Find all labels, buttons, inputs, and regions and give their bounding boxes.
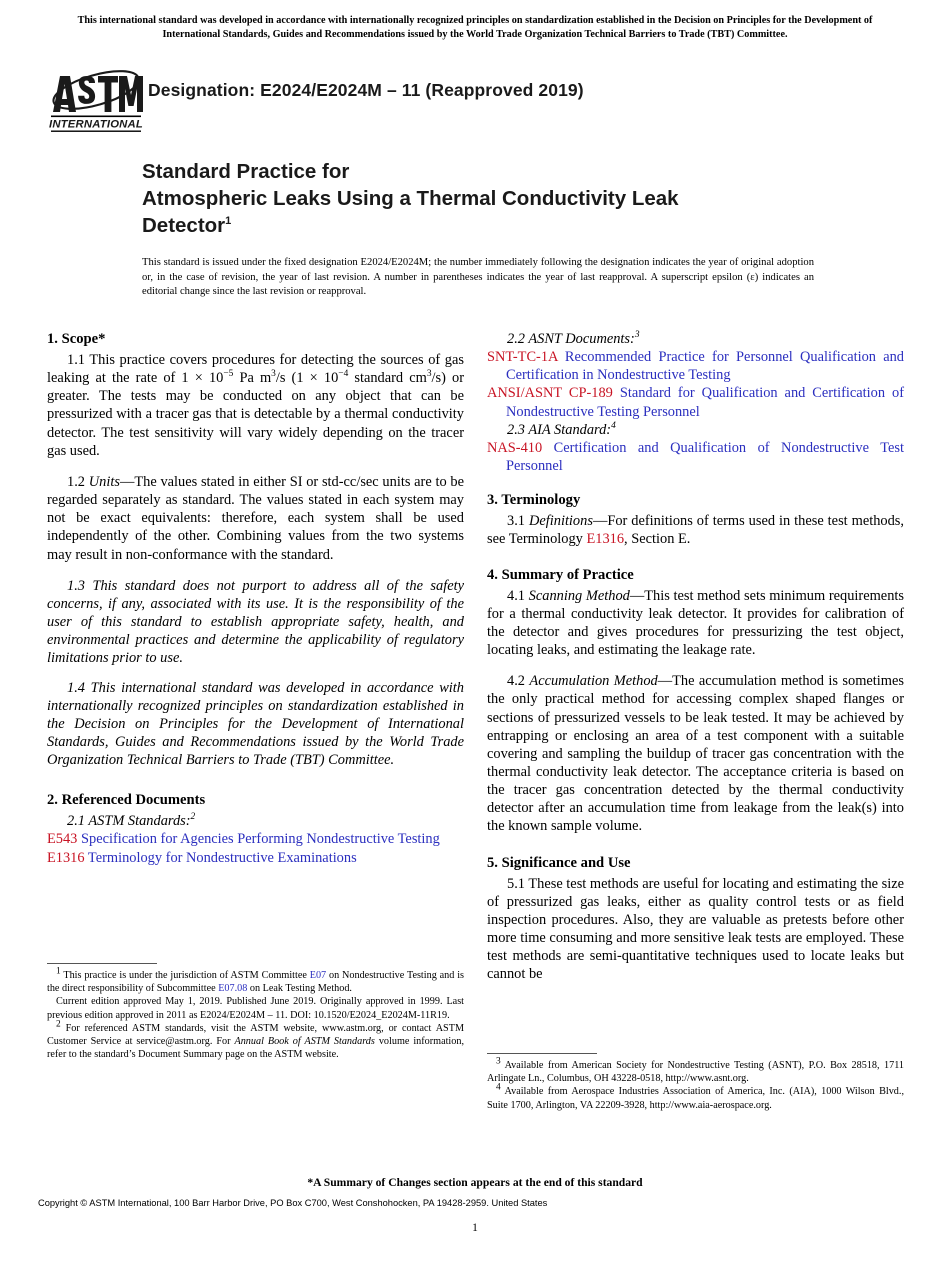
committee-link-e07[interactable]: E07 xyxy=(309,970,327,981)
title-line-2: Atmospheric Leaks Using a Thermal Conductivity Leak xyxy=(142,187,679,210)
para-text: —The accumulation method is sometimes the only practical method for accessing complex shaped flanges or sections of pressurized vessels to be leak tested. It may be achieved by entrapping or enclosing an area of a test component with a suitable covering and sampling the buildup of tracer gas concentration with the thermal conductivity leak detector. The acceptance criteria is based on the tracer gas concentration detected by the thermal conductivity detector after an accumulation time from leakage from the leak(s) into the known sample volume. xyxy=(487,673,904,835)
subheading-astm-standards xyxy=(47,812,464,830)
footnote-text-c: on Leak Testing Method. xyxy=(247,983,352,995)
summary-of-changes-note: *A Summary of Changes section appears at the end of this standard xyxy=(307,1176,643,1189)
footnotes-right xyxy=(487,1053,904,1112)
para-text-a: This practice covers procedures for detecting the sources of gas leaking at the rate of 1 × 10 xyxy=(47,352,464,387)
wto-banner xyxy=(54,14,896,41)
subhead-footnote-marker: 3 xyxy=(634,330,640,341)
footnote-marker: 1 xyxy=(56,966,61,977)
para-text: —This test method sets minimum requirements for a thermal conductivity leak detector. It provides for calibration of the detector and gives procedures for pressurizing the test object, locating leaks, and estimating the leakage rate. xyxy=(487,587,904,659)
subhead-footnote-marker: 4 xyxy=(611,420,616,431)
section-heading-terminology: 3. Terminology xyxy=(487,492,581,509)
subhead-label: ASTM Standards: xyxy=(88,813,191,830)
exp-minus5: −5 xyxy=(223,369,234,380)
reference-id[interactable]: E1316 xyxy=(47,849,85,866)
footnote-text-b: volume information, refer to the standard’s Document Summary page on the ASTM website. xyxy=(47,1036,464,1061)
subhead-footnote-marker: 2 xyxy=(190,812,196,823)
subheading-aia-standard xyxy=(487,421,904,439)
wto-banner-line2: Development of International Standards, Guides and Recommendations issued by the World Trade Organization Technical Barriers to Trade (TBT) Committee. xyxy=(162,15,873,40)
section-heading-referenced-documents: 2. Referenced Documents xyxy=(47,792,206,809)
paragraph-1-2 xyxy=(47,473,464,564)
footnote-marker: 3 xyxy=(496,1056,501,1067)
reference-title[interactable]: Standard for Qualification and Certification of Nondestructive Testing Personnel xyxy=(506,385,904,420)
subheading-asnt-documents xyxy=(487,330,904,348)
copyright-line: Copyright © ASTM International, 100 Barr Harbor Drive, PO Box C700, West Conshohocken, PA 19428-2959. United States xyxy=(38,1198,548,1208)
footnote-marker: 2 xyxy=(56,1019,61,1030)
reference-item-e1316[interactable] xyxy=(47,849,464,867)
footnotes-left xyxy=(47,963,464,1061)
paragraph-1-3 xyxy=(47,577,464,668)
footnote-text: Available from Aerospace Industries Association of America, Inc. (AIA), 1000 Wilson Blvd., Suite 1700, Arlington, VA 22209-3928, http://www.aia-aerospace.org. xyxy=(487,1086,904,1111)
reference-title[interactable]: Terminology for Nondestructive Examinations xyxy=(87,849,357,866)
subhead-number: 2.3 xyxy=(507,421,525,438)
paragraph-1-1 xyxy=(47,351,464,460)
reference-id[interactable]: ANSI/ASNT CP-189 xyxy=(487,385,613,402)
paragraph-4-1 xyxy=(487,587,904,660)
para-term: Definitions xyxy=(528,513,593,530)
reference-item-e543[interactable] xyxy=(47,830,464,848)
exp-3a: 3 xyxy=(271,369,276,380)
designation-line: Designation: E2024/E2024M – 11 (Reapproved 2019) xyxy=(148,80,584,100)
title-line-1: Standard Practice for xyxy=(142,160,350,183)
footnote-3 xyxy=(487,1056,905,1085)
para-term: Accumulation Method xyxy=(529,673,658,690)
exp-3b: 3 xyxy=(426,369,432,380)
section-heading-significance-and-use: 5. Significance and Use xyxy=(487,854,631,871)
page-number: 1 xyxy=(472,1222,478,1234)
para-text-e: /s) or greater. The tests may be conducted on any object that can be pressurized with a tracer gas that is detectable by a thermal conductivity detector. The test sensitivity will vary widely depending on the tracer gas used. xyxy=(47,370,465,459)
subhead-label: AIA Standard: xyxy=(528,421,612,438)
reference-title[interactable]: Specification for Agencies Performing Nondestructive Testing xyxy=(81,831,440,848)
reference-item-snt-tc-1a[interactable] xyxy=(487,348,904,384)
footnote-text-a: For referenced ASTM standards, visit the ASTM website, www.astm.org, or contact ASTM Customer Service at service@astm.org. For xyxy=(47,1022,464,1048)
svg-text:INTERNATIONAL: INTERNATIONAL xyxy=(48,118,144,131)
title-footnote-marker: 1 xyxy=(225,215,232,228)
paragraph-4-2 xyxy=(487,672,904,835)
footnote-separator-rule xyxy=(47,963,157,964)
section-heading-summary-of-practice: 4. Summary of Practice xyxy=(487,566,634,583)
para-text-b: Pa m xyxy=(233,370,272,387)
astm-logo-icon xyxy=(48,62,144,134)
subhead-label: ASNT Documents: xyxy=(528,331,635,347)
para-number: 4.1 xyxy=(507,587,525,604)
para-number: 1.4 xyxy=(67,679,85,696)
footnote-4 xyxy=(487,1085,904,1111)
para-number: 4.2 xyxy=(507,673,525,690)
footnote-2 xyxy=(47,1019,464,1062)
para-number: 5.1 xyxy=(507,875,525,892)
para-number: 1.2 xyxy=(67,473,85,490)
reference-title[interactable]: Recommended Practice for Personnel Qualification and Certification in Nondestructive Testing xyxy=(506,349,904,384)
para-text: This standard does not purport to address all of the safety concerns, if any, associated with its use. It is the responsibility of the user of this standard to establish appropriate safety, health, and environmental practices and determine the applicability of regulatory limitations prior to use. xyxy=(47,577,464,667)
issuance-note: This standard is issued under the fixed designation E2024/E2024M; the number immediately following the designation indicates the year of original adoption or, in the case of revision, the year of last revision. A number in parentheses indicates the year of last reapproval. A superscript epsilon (ε) indicates an editorial change since the last revision or reapproval. xyxy=(142,257,814,298)
footnote-marker: 4 xyxy=(496,1083,501,1094)
footnote-text-a: This practice is under the jurisdiction of ASTM Committee xyxy=(63,970,310,981)
exp-minus4: −4 xyxy=(338,369,349,380)
footnote-text-b: on Nondestructive Testing and is the direct responsibility of Subcommittee xyxy=(47,970,464,995)
subhead-number: 2.2 xyxy=(507,331,525,347)
reference-link-e1316[interactable]: E1316 xyxy=(586,531,625,548)
footnote-italic-title: Annual Book of ASTM Standards xyxy=(234,1036,375,1048)
title-line-3 xyxy=(142,212,842,239)
paragraph-5-1 xyxy=(487,875,904,984)
footnote-1 xyxy=(47,966,464,995)
reference-item-ansi-asnt-cp-189[interactable] xyxy=(487,384,904,420)
subcommittee-link-e0708[interactable]: E07.08 xyxy=(218,983,248,995)
document-header xyxy=(48,62,898,142)
footnote-separator-rule xyxy=(487,1053,597,1054)
reference-id[interactable]: SNT-TC-1A xyxy=(487,349,558,366)
para-term: Scanning Method xyxy=(528,587,630,604)
right-column xyxy=(487,330,904,984)
para-text-d: standard cm xyxy=(348,370,427,387)
reference-id[interactable]: NAS-410 xyxy=(487,439,543,456)
title-line-3-text: Detector xyxy=(142,214,226,237)
reference-item-nas-410[interactable] xyxy=(487,439,904,475)
para-number: 1.3 xyxy=(67,577,85,594)
section-heading-scope: 1. Scope* xyxy=(47,331,106,347)
para-text-a: —For definitions of terms used in these test methods, see Terminology xyxy=(487,513,904,548)
subhead-number: 2.1 xyxy=(67,813,85,830)
wto-banner-line1: This international standard was developed in accordance with internationally recognized principles on standardization established in the Decision on Principles for the xyxy=(77,15,802,26)
para-number: 3.1 xyxy=(507,513,525,530)
para-text-b: , Section E. xyxy=(624,531,691,548)
reference-id[interactable]: E543 xyxy=(47,831,78,848)
para-text: These test methods are useful for locating and estimating the size of pressurized gas leaks, either as quality control tests or as field inspection procedures. Also, they are valuable as pretests before other more time consuming and more sensitive leak tests are employed. These test methods are semi-quantitative techniques used to locate leaks but cannot be xyxy=(487,875,904,983)
para-text: This international standard was developed in accordance with internationally recognized principles on standardization established in the Decision on Principles for the Development of International Standards, Guides and Recommendations issued by the World Trade Organization Technical Barriers to Trade (TBT) Committee. xyxy=(47,679,464,769)
para-term: Units xyxy=(88,473,120,490)
left-column xyxy=(47,330,464,867)
footnote-edition-info: Current edition approved May 1, 2019. Published June 2019. Originally approved in 1999. Last previous edition approved in 2011 as E2024/E2024M – 11. DOI: 10.1520/E2024_E2024M-11R19. xyxy=(47,996,464,1021)
para-text-c: /s (1 × 10 xyxy=(275,370,339,387)
para-text: —The values stated in either SI or std-cc/sec units are to be regarded separately as standard. The values stated in each system may not be exact equivalents: therefore, each system shall be used independently of the other. Combining values from the two systems may result in non-conformance with the standard. xyxy=(47,473,464,563)
paragraph-1-4 xyxy=(47,679,464,770)
footnote-text: Available from American Society for Nondestructive Testing (ASNT), P.O. Box 28518, 1711 Arlingate Ln., Columbus, OH 43228-0518, http://www.asnt.org. xyxy=(487,1060,905,1085)
para-number: 1.1 xyxy=(67,352,85,368)
paragraph-3-1 xyxy=(487,512,904,548)
reference-title[interactable]: Certification and Qualification of Nondestructive Test Personnel xyxy=(506,439,904,475)
page-title xyxy=(142,158,842,239)
